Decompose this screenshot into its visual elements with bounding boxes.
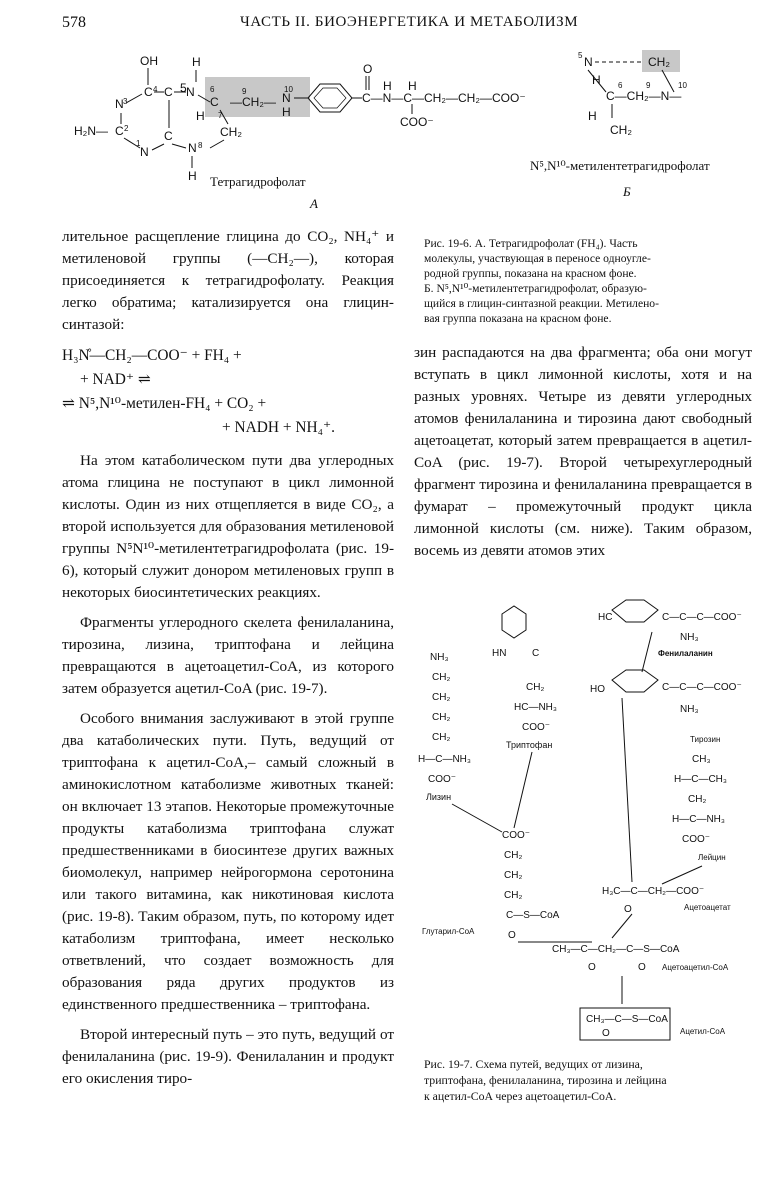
- svg-text:1: 1: [136, 139, 141, 148]
- svg-text:CH₂: CH₂: [220, 125, 242, 139]
- svg-text:NH₃: NH₃: [680, 632, 699, 643]
- label-leucine: Лейцин: [698, 853, 726, 862]
- caption-line: к ацетил-CoA через ацетоацетил-CoA.: [424, 1089, 617, 1103]
- svg-text:C—C—C—COO⁻: C—C—C—COO⁻: [662, 682, 742, 693]
- caption-line: щийся в глицин-синтазной реакции. Метилено-: [424, 297, 659, 310]
- svg-text:COO⁻: COO⁻: [428, 774, 457, 785]
- svg-text:OH: OH: [140, 54, 158, 68]
- label-acetoacetyl-coa: Ацетоацетил-CoA: [662, 963, 729, 972]
- svg-text:NH₃: NH₃: [430, 652, 449, 663]
- paragraph: На этом катаболическом пути два углеродных атома глицина не поступают в цикл лимонной кислоты. Один из них отщепляется в виде CO₂, а второй используется для образования метиленовой группы N⁵N¹⁰-метилентетрагидрофолата (рис. 19-6), который служит донором метиленовых групп в некоторых биосинтетических реакциях.: [62, 452, 394, 601]
- svg-text:H₃C—C—CH₂—COO⁻: H₃C—C—CH₂—COO⁻: [602, 886, 705, 897]
- svg-text:CH₂: CH₂: [504, 890, 523, 901]
- svg-text:HN: HN: [492, 648, 507, 659]
- svg-text:C: C: [164, 85, 173, 99]
- svg-text:CH₃: CH₃: [692, 754, 711, 765]
- label-lysine: Лизин: [426, 792, 452, 802]
- svg-text:N: N: [188, 141, 197, 155]
- figure-19-7-diagram: [412, 592, 772, 1042]
- svg-text:H: H: [592, 73, 601, 87]
- svg-text:CH₂: CH₂: [648, 55, 670, 69]
- svg-text:CH₃—C—S—CoA: CH₃—C—S—CoA: [586, 1014, 668, 1025]
- caption-line: вая группа показана на красном фоне.: [424, 312, 612, 325]
- svg-text:CH₂: CH₂: [432, 692, 451, 703]
- svg-text:CH₂: CH₂: [432, 672, 451, 683]
- svg-text:C: C: [144, 85, 153, 99]
- svg-text:O: O: [363, 62, 373, 76]
- svg-text:C: C: [210, 95, 219, 109]
- svg-text:7: 7: [218, 111, 223, 120]
- label-acetoacetate: Ацетоацетат: [684, 903, 731, 912]
- svg-text:H—C—CH₃: H—C—CH₃: [674, 774, 727, 785]
- page-number: 578: [62, 14, 86, 31]
- caption-line: Рис. 19-7. Схема путей, ведущих от лизина,: [424, 1057, 643, 1071]
- svg-text:2: 2: [124, 124, 129, 133]
- svg-text:O: O: [638, 962, 646, 973]
- caption-line: родной группы, показана на красном фоне.: [424, 267, 637, 280]
- svg-text:CH₂: CH₂: [526, 682, 545, 693]
- svg-text:C: C: [115, 124, 124, 138]
- svg-text:CH₂: CH₂: [504, 850, 523, 861]
- svg-text:6: 6: [618, 81, 623, 90]
- svg-text:N: N: [186, 85, 195, 99]
- svg-text:10: 10: [284, 85, 293, 94]
- svg-text:3: 3: [123, 97, 128, 106]
- svg-text:H—C—NH₃: H—C—NH₃: [672, 814, 725, 825]
- svg-text:H: H: [383, 79, 392, 93]
- svg-text:O: O: [624, 904, 632, 915]
- glycine-synthase-equation: [62, 344, 394, 440]
- svg-text:NH₃: NH₃: [680, 704, 699, 715]
- svg-text:HO: HO: [590, 684, 605, 695]
- paragraph: зин распадаются на два фрагмента; оба они могут вступать в цикл лимонной кислоты, хотя и на разных уровнях. Четыре из девяти углеродных атомов фенилаланина и тирозина дают свободный ацетоацетат, который затем превращается в ацетил-CoA (рис. 19-7). Второй четырехуглеродный фрагмент тирозина и фенилаланина превращается в фумарат – промежуточный продукт цикла лимонной кислоты (см. ниже). Таким образом, восемь из девяти атомов этих: [414, 344, 752, 559]
- svg-text:C—N—C—CH₂—CH₂—COO⁻: C—N—C—CH₂—CH₂—COO⁻: [362, 91, 526, 105]
- svg-text:CH₂: CH₂: [504, 870, 523, 881]
- svg-text:C: C: [532, 648, 540, 659]
- paragraph: лительное расщепление глицина до CO₂, NH₄⁺ и метиленовой группы (—CH₂—), которая присоединяется к тетрагидрофолату. Реакция легко обратима; катализируется она глицин-синтазой:: [62, 228, 394, 333]
- label-phenylalanine: Фенилаланин: [658, 649, 713, 658]
- svg-text:COO⁻: COO⁻: [522, 722, 551, 733]
- svg-text:9: 9: [646, 81, 651, 90]
- svg-text:CH₂: CH₂: [432, 732, 451, 743]
- svg-text:H: H: [588, 109, 597, 123]
- fig-19-6b-letter: Б: [623, 184, 631, 199]
- fig-19-6a-name: Тетрагидрофолат: [210, 174, 306, 189]
- equation-line: + NADH + NH₄⁺.: [222, 419, 335, 436]
- paragraph: Фрагменты углеродного скелета фенилаланина, тирозина, лизина, триптофана и лейцина превращаются в ацетоацетил-CoA, из которого затем образуется ацетил-CoA (рис. 19-7).: [62, 614, 394, 697]
- svg-text:CH₃—C—CH₂—C—S—CoA: CH₃—C—CH₂—C—S—CoA: [552, 944, 680, 955]
- svg-text:C—S—CoA: C—S—CoA: [506, 910, 560, 921]
- svg-text:—CH₂—: —CH₂—: [230, 95, 276, 109]
- svg-text:9: 9: [242, 87, 247, 96]
- svg-text:H: H: [196, 109, 205, 123]
- svg-text:CH₂: CH₂: [688, 794, 707, 805]
- svg-text:H: H: [408, 79, 417, 93]
- svg-text:COO⁻: COO⁻: [400, 115, 434, 129]
- right-column: [414, 342, 752, 570]
- svg-text:COO⁻: COO⁻: [502, 830, 531, 841]
- svg-text:5: 5: [180, 81, 187, 95]
- svg-text:N: N: [115, 97, 124, 111]
- svg-text:N: N: [584, 55, 593, 69]
- svg-text:HC—NH₃: HC—NH₃: [514, 702, 557, 713]
- svg-text:8: 8: [198, 141, 203, 150]
- equation-line: H₃N̊—CH₂—COO⁻ + FH₄ +: [62, 347, 242, 364]
- label-tryptophan: Триптофан: [506, 740, 553, 750]
- svg-text:5: 5: [578, 51, 583, 60]
- svg-text:6: 6: [210, 85, 215, 94]
- svg-text:O: O: [602, 1028, 610, 1039]
- svg-text:O: O: [508, 930, 516, 941]
- fig-19-6b-name: N⁵,N¹⁰-метилентетрагидрофолат: [530, 158, 710, 173]
- svg-text:4: 4: [153, 85, 158, 94]
- svg-text:HC: HC: [598, 612, 613, 623]
- svg-text:O: O: [588, 962, 596, 973]
- svg-text:C—C—C—COO⁻: C—C—C—COO⁻: [662, 612, 742, 623]
- svg-text:CH₂: CH₂: [432, 712, 451, 723]
- svg-text:COO⁻: COO⁻: [682, 834, 711, 845]
- paragraph: Второй интересный путь – это путь, ведущий от фенилаланина (рис. 19-9). Фенилаланин и продукт его окисления тиро-: [62, 1026, 394, 1087]
- svg-text:H: H: [192, 55, 201, 69]
- svg-text:10: 10: [678, 81, 687, 90]
- caption-line: Б. N⁵,N¹⁰-метилентетрагидрофолат, образую-: [424, 282, 647, 295]
- figure-19-7-caption: [424, 1056, 754, 1104]
- label-acetyl-coa: Ацетил-CoA: [680, 1027, 726, 1036]
- svg-text:H: H: [188, 169, 197, 183]
- svg-text:CH₂: CH₂: [610, 123, 632, 137]
- label-tyrosine: Тирозин: [690, 735, 721, 744]
- fig-19-6a-letter: А: [310, 196, 318, 211]
- svg-text:H₂N—: H₂N—: [74, 124, 108, 138]
- caption-line: Рис. 19-6. А. Тетрагидрофолат (FH₄). Часть: [424, 237, 638, 250]
- figure-19-6-caption: [424, 236, 754, 326]
- label-glutaryl-coa: Глутарил-CoA: [422, 927, 475, 936]
- svg-text:H—C—NH₃: H—C—NH₃: [418, 754, 471, 765]
- svg-text:N: N: [282, 91, 291, 105]
- caption-line: молекулы, участвующая в переносе одноугле-: [424, 252, 651, 265]
- figure-19-6a-structure: [60, 40, 560, 210]
- svg-text:H: H: [282, 105, 291, 119]
- figure-19-6b-structure: [570, 40, 770, 150]
- equation-line: ⇌ N⁵,N¹⁰-метилен-FH₄ + CO₂ +: [62, 395, 267, 412]
- svg-text:C—CH₂—N—: C—CH₂—N—: [606, 89, 682, 103]
- equation-line: + NAD⁺ ⇌: [80, 371, 151, 388]
- running-title: ЧАСТЬ II. БИОЭНЕРГЕТИКА И МЕТАБОЛИЗМ: [240, 14, 579, 30]
- caption-line: триптофана, фенилаланина, тирозина и лейцина: [424, 1073, 667, 1087]
- svg-text:C: C: [164, 129, 173, 143]
- left-column: [62, 226, 394, 1098]
- svg-text:N: N: [140, 145, 149, 159]
- paragraph: Особого внимания заслуживают в этой группе два катаболических пути. Путь, ведущий от триптофана к ацетил-CoA,– самый сложный в аминокислотном катаболизме животных тканей: он включает 13 этапов. Некоторые промежуточные продукты катаболизма триптофана служат предшественниками в биосинтезе других важных биомолекул, например нейрогормона серотонина или такого витамина, как никотиновая кислота (рис. 19-8). Таким образом, путь, по которому идет катаболизм триптофана, имеет несколько ответвлений, что создает возможность для образования ряда других продуктов из единственного предшественника – триптофана.: [62, 710, 394, 1013]
